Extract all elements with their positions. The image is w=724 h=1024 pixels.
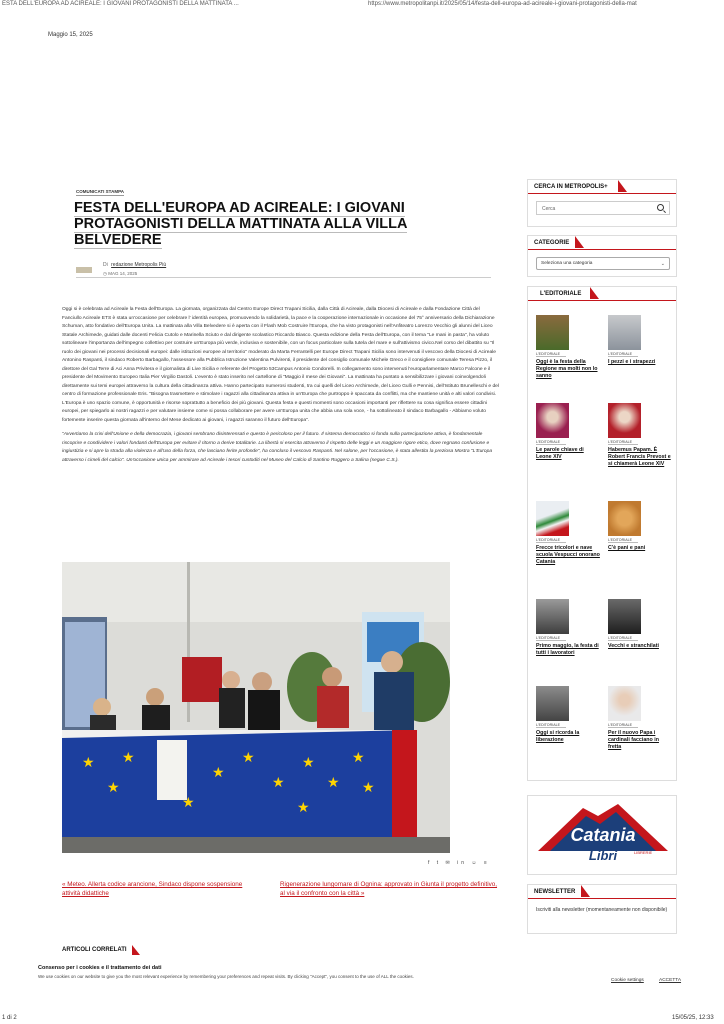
editoriale-label: L'EDITORIALE: [608, 440, 638, 445]
editoriale-label: L'EDITORIALE: [536, 636, 566, 641]
editoriale-thumbnail[interactable]: [608, 599, 641, 634]
clock-icon: ◷: [103, 271, 107, 276]
editoriale-label: L'EDITORIALE: [536, 723, 566, 728]
author-prefix: Di: [103, 262, 108, 268]
article-body: [62, 306, 500, 471]
newsletter-widget-title: NEWSLETTER: [528, 885, 676, 899]
editoriale-item[interactable]: [536, 599, 600, 657]
article-paragraph: "Avvertiamo la crisi dell'Unione e della democrazia, i giovani sembrano disinteressati e questo è pericoloso per il futuro. Il sistema democratico si fonda sulla partecipazione attiva, è fondamentale riscoprire e condividere i valori fondanti dell'Europa per evitare il ritorno a derive totalitarie. La libertà si esercita attraverso il rispetto delle leggi e un maggiore rigore etico, dove regnano confusione e ingiustizia e si apre la strada alla violenza e all'uso della forza, che lasciano ferite profonde", ha concluso il vescovo Raspanti. Nel salone, per l'occasione, è stata allestita la preziosa Mostra "L'Europa attraverso i cimeli del calcio". Un'occasione unica per ammirare ad Acireale i tesori custoditi nel Museo del Calcio di Santino Ruggero a Salina (segue C.S.).: [62, 432, 493, 463]
editoriale-title[interactable]: Vecchi e stranchilati: [608, 643, 659, 649]
conference-photo-illustration: [62, 562, 450, 853]
editoriale-label: L'EDITORIALE: [608, 636, 638, 641]
svg-text:★: ★: [182, 795, 195, 811]
cookie-accept-button[interactable]: ACCETTA: [659, 978, 682, 983]
catania-libri-logo: [528, 796, 678, 876]
newsletter-text: Iscriviti alla newsletter (momentaneamente non disponibile): [536, 907, 668, 913]
svg-text:★: ★: [82, 755, 95, 771]
editoriale-thumbnail[interactable]: [536, 686, 569, 721]
newsletter-widget: [527, 884, 677, 934]
svg-text:★: ★: [352, 750, 365, 766]
editoriale-item[interactable]: [608, 501, 672, 552]
editoriale-thumbnail[interactable]: [536, 315, 569, 350]
editoriale-thumbnail[interactable]: [608, 315, 641, 350]
article-photo: [62, 562, 450, 853]
title-flag: [581, 885, 590, 897]
title-flag: [575, 236, 584, 248]
search-icon[interactable]: [657, 204, 664, 211]
editoriale-thumbnail[interactable]: [536, 501, 569, 536]
page-number: 1 di 2: [2, 1015, 17, 1021]
editoriale-label: L'EDITORIALE: [536, 538, 566, 543]
editoriale-label: L'EDITORIALE: [608, 723, 638, 728]
publish-date: ◷ MAG 14, 2025: [103, 271, 138, 276]
editoriale-item[interactable]: [536, 315, 600, 380]
editoriale-label: L'EDITORIALE: [536, 352, 566, 357]
author-link[interactable]: redazione Metropolis Più: [111, 262, 167, 268]
svg-text:★: ★: [107, 780, 120, 796]
editoriale-thumbnail[interactable]: [608, 403, 641, 438]
print-timestamp: 15/05/25, 12:33: [672, 1015, 714, 1021]
editoriale-title[interactable]: Frecce tricolori e nave scuola Vespucci onorano Catania: [536, 545, 600, 565]
previous-article-link[interactable]: « Meteo. Allerta codice arancione, Sindaco dispone sospensione attività didattiche: [62, 881, 243, 897]
logo-tag: LIBRERIE: [634, 850, 653, 855]
editoriale-thumbnail[interactable]: [608, 686, 641, 721]
category-tag[interactable]: COMUNICATI STAMPA: [76, 189, 124, 194]
author-name: [103, 262, 166, 268]
editoriale-title[interactable]: C'è pani e pani: [608, 545, 646, 551]
editoriale-item[interactable]: [608, 315, 672, 366]
article-paragraph: Oggi si è celebrata ad Acireale la Festa dell'Europa. La giornata, organizzata dal Centro Europe Direct Trapani Sicilia, dalla Città di Acireale, dalla Diocesi di Acireale e dalla Fondazione Città del Fanciullo Acireale ETS è stata un'occasione per celebrare l' identità europea, promuovendo la solidarietà, la pace e la cooperazione internazionale in occasione del 75° anniversario della Dichiarazione Schuman, atto fondativo dell'Europa Unita. La mattinata alla Villa Belvedere si è aperta con il Flash Mob Costruire l'Europa, che ha visto protagonisti nell'Anfiteatro Lorenzo Vecchio gli alunni del Liceo Statale Archimede, guidati dalle docenti Felicia Cutolo e Marinella Sciuto e dal dirigente scolastico Riccardo Biasco. Questa edizione della Festa dell'Europa, con il tema "Le mani in pasta", ha voluto sottolineare l'importanza dell'impegno collettivo per costruire un'Europa più verde, inclusiva e sostenibile, con un focus particolare sulla tutela del mare e sull'attivismo civico.Nel corso del dibattito su "Il ruolo dei giovani nei processi decisionali europei: dalle istituzioni europee al territorio" moderato da Marta Ferrantelli per Europe Direct Trapani Sicilia sono intervenuti il vescovo della Diocesi di Acireale Antonino Raspanti, il sindaco Roberto Barbagallo, l'assessore alla Pubblica Istruzione Valentina Pulvirenti, il presidente del consiglio comunale Michele Greco e il consigliere comunale Teresa Pizzo, il direttore del Gal Terre di Aci Anna Privitera e il giornalista di Live Sicilia e referente del Progetto 53Campus Antonio Condorelli. In collegamento sono intervenuti l'europarlamentare Marco Falcone e il presidente del Movimento Europeo Italia Pier Virgilio Dastoli. L'evento è stato inserito nel cartellone di "Maggio il mese dei Giovani". La mattinata ha puntato a sensibilizzare i giovani coinvolgendoli direttamente sui temi europei attraverso la cultura della cittadinanza attiva. Hanno partecipato numerosi studenti, tra cui quelli del Liceo Archimede, del Liceo Gulli e Pennisi, dell'Istituto Brunelleschi e del centro di formazione professionale Eris. "Bisogna trasmettere e stimolare i ragazzi alla cittadinanza attiva in un'Europa che purtroppo è spaccata da conflitti, ma che mantiene unità e alti valori condivisi. L'Europa è uno spazio comune, è opportunità e risorse soprattutto a beneficio dei più giovani. Questa festa e questi momenti sono occasioni importanti per riflettere su cosa significa essere cittadini europei, per spiegarlo ai nostri ragazzi e per valutare insieme come si possa collaborare per avere un'Europa unita che abbia una sola voce, - ha sottolineato il sindaco Barbagallo - Abbiamo voluto fortemente inserire questa giornata all'interno del Mese dedicato ai giovani, i ragazzi saranno il futuro dell'Europa".: [62, 307, 499, 423]
editoriale-item[interactable]: [536, 403, 600, 461]
category-select[interactable]: Seleziona una categoria ⌄: [536, 257, 670, 270]
print-header: [0, 0, 724, 10]
editoriale-title[interactable]: Oggi è la festa della Regione ma molti non lo sanno: [536, 359, 598, 379]
author-avatar: [76, 267, 92, 273]
catania-libri-banner[interactable]: [527, 795, 677, 875]
editoriale-thumbnail[interactable]: [536, 403, 569, 438]
svg-text:★: ★: [242, 750, 255, 766]
svg-text:★: ★: [122, 750, 135, 766]
editoriale-item[interactable]: [608, 686, 672, 751]
svg-text:★: ★: [212, 765, 225, 781]
logo-name: Catania: [570, 825, 636, 845]
cookie-banner-title: Consenso per i cookies e il trattamento dei dati: [38, 965, 162, 971]
editoriale-grid: [528, 301, 676, 781]
editoriale-item[interactable]: [608, 599, 672, 650]
cookie-settings-link[interactable]: Cookie settings: [611, 978, 644, 983]
editoriale-title[interactable]: Habemus Papam. È Robert Francis Prevost e si chiamerà Leone XIV: [608, 447, 671, 467]
svg-text:★: ★: [272, 775, 285, 791]
editoriale-item[interactable]: [536, 686, 600, 744]
svg-text:★: ★: [297, 800, 310, 816]
article-title: FESTA DELL'EUROPA AD ACIREALE: I GIOVANI PROTAGONISTI DELLA MATTINATA ALLA VILLA BELVEDERE: [74, 200, 408, 248]
related-articles-title: ARTICOLI CORRELATI: [62, 947, 127, 953]
categories-widget-title: CATEGORIE: [528, 236, 676, 250]
logo-subname: Libri: [588, 848, 618, 863]
print-header-url: https://www.metropolitanpi.it/2025/05/14/festa-dell-europa-ad-acireale-i-giovani-protagonisti-della-mat: [368, 1, 637, 7]
editoriale-thumbnail[interactable]: [608, 501, 641, 536]
chevron-down-icon: ⌄: [660, 261, 665, 267]
editoriale-label: L'EDITORIALE: [608, 538, 638, 543]
author-block: [76, 262, 491, 278]
categories-widget: [527, 235, 677, 277]
editoriale-label: L'EDITORIALE: [608, 352, 638, 357]
editoriale-title[interactable]: I pezzi e i strapezzi: [608, 359, 656, 365]
print-header-title: ESTA DELL'EUROPA AD ACIREALE: I GIOVANI PROTAGONISTI DELLA MATTINATA ...: [2, 1, 239, 7]
editoriale-item[interactable]: [608, 403, 672, 468]
share-icons[interactable]: f t ✉ in ☺ ≡: [428, 860, 490, 866]
editoriale-title[interactable]: Oggi si ricorda la liberazione: [536, 730, 580, 743]
editoriale-title[interactable]: Per il nuovo Papa i cardinali facciano in fretta: [608, 730, 659, 750]
cookie-banner-text: We use cookies on our website to give you the most relevant experience by remembering your preferences and repeat visits. By clicking "Accept", you consent to the use of ALL the cookies.: [38, 974, 414, 979]
next-article-link[interactable]: Rigenerazione lungomare di Ognina: approvato in Giunta il progetto definitivo, al via il confronto con la città »: [280, 881, 498, 897]
title-flag: [618, 180, 627, 192]
current-date: Maggio 15, 2025: [48, 32, 93, 38]
editoriale-thumbnail[interactable]: [536, 599, 569, 634]
search-widget-title: CERCA IN METROPOLIS+: [528, 180, 676, 194]
editoriale-item[interactable]: [536, 501, 600, 566]
editoriale-widget-title: L'EDITORIALE: [528, 287, 676, 301]
svg-text:★: ★: [302, 755, 315, 771]
svg-text:★: ★: [362, 780, 375, 796]
editoriale-title[interactable]: Le parole chiave di Leone XIV: [536, 447, 584, 460]
editoriale-widget: [527, 286, 677, 781]
editoriale-title[interactable]: Primo maggio, la festa di tutti i lavoratori: [536, 643, 599, 656]
search-input[interactable]: Cerca: [536, 201, 670, 215]
editoriale-label: L'EDITORIALE: [536, 440, 566, 445]
title-flag: [590, 287, 599, 299]
search-widget: [527, 179, 677, 227]
svg-text:★: ★: [327, 775, 340, 791]
